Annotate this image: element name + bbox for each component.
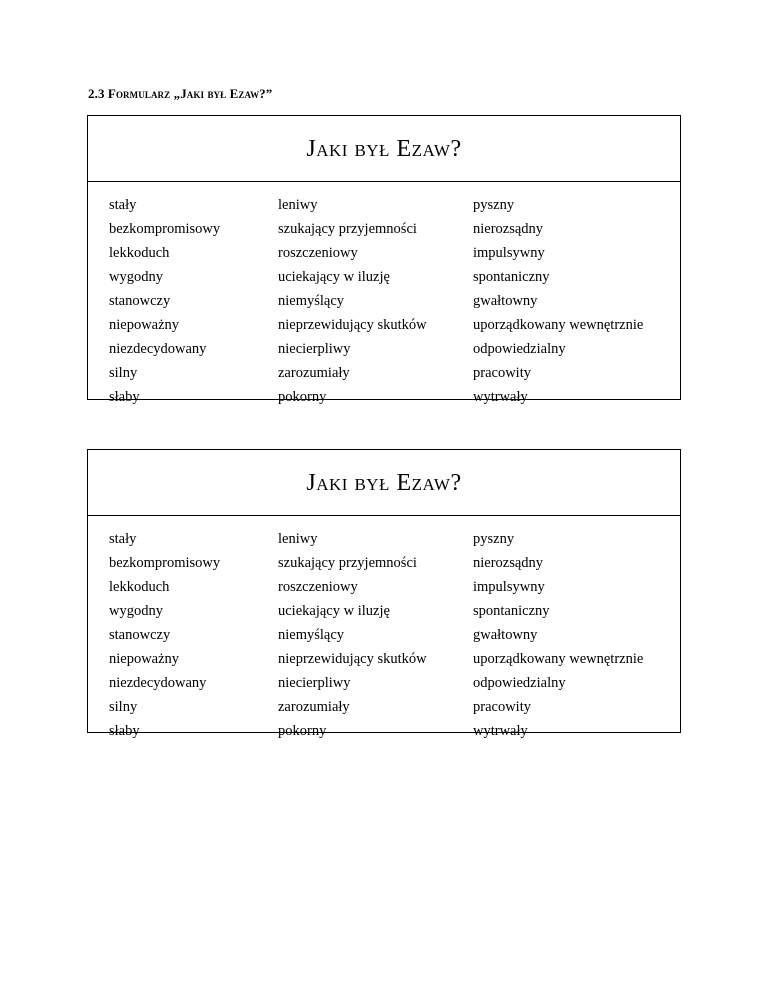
trait-word: odpowiedzialny bbox=[473, 341, 566, 357]
word-row bbox=[88, 671, 680, 695]
word-row bbox=[88, 265, 680, 289]
trait-word: uciekający w iluzję bbox=[278, 269, 390, 285]
trait-word: niemyślący bbox=[278, 627, 345, 643]
trait-word: pracowity bbox=[473, 365, 531, 381]
trait-word: nieprzewidujący skutków bbox=[278, 317, 427, 333]
trait-word: spontaniczny bbox=[473, 603, 550, 619]
form-header bbox=[88, 116, 680, 182]
word-row bbox=[88, 527, 680, 551]
trait-word: pokorny bbox=[278, 723, 327, 739]
trait-word: niezdecydowany bbox=[109, 675, 207, 691]
trait-word: nieprzewidujący skutków bbox=[278, 651, 427, 667]
word-row bbox=[88, 623, 680, 647]
trait-word: szukający przyjemności bbox=[278, 221, 417, 237]
trait-word: niecierpliwy bbox=[278, 341, 351, 357]
word-list bbox=[88, 516, 680, 743]
section-heading: 2.3 Formularz „Jaki był Ezaw?” bbox=[88, 86, 273, 101]
word-row bbox=[88, 361, 680, 385]
trait-word: gwałtowny bbox=[473, 293, 538, 309]
trait-word: zarozumiały bbox=[278, 699, 350, 715]
word-row bbox=[88, 551, 680, 575]
word-row bbox=[88, 647, 680, 671]
form-header bbox=[88, 450, 680, 516]
word-row bbox=[88, 241, 680, 265]
trait-word: uporządkowany wewnętrznie bbox=[473, 317, 644, 333]
trait-word: zarozumiały bbox=[278, 365, 350, 381]
trait-word: niemyślący bbox=[278, 293, 345, 309]
trait-word: stały bbox=[109, 197, 137, 213]
form-title: Jaki był Ezaw? bbox=[306, 136, 462, 162]
trait-word: stały bbox=[109, 531, 137, 547]
trait-word: stanowczy bbox=[109, 627, 171, 643]
word-row bbox=[88, 289, 680, 313]
word-row bbox=[88, 719, 680, 743]
form-box bbox=[87, 115, 681, 405]
word-row bbox=[88, 313, 680, 337]
trait-word: bezkompromisowy bbox=[109, 555, 221, 571]
trait-word: lekkoduch bbox=[109, 245, 170, 261]
trait-word: wygodny bbox=[109, 269, 163, 285]
trait-word: impulsywny bbox=[473, 579, 545, 595]
trait-word: słaby bbox=[109, 389, 140, 405]
trait-word: niecierpliwy bbox=[278, 675, 351, 691]
trait-word: leniwy bbox=[278, 197, 318, 213]
trait-word: wytrwały bbox=[473, 389, 528, 405]
word-row bbox=[88, 599, 680, 623]
word-row bbox=[88, 695, 680, 719]
trait-word: lekkoduch bbox=[109, 579, 170, 595]
trait-word: silny bbox=[109, 365, 138, 381]
trait-word: leniwy bbox=[278, 531, 318, 547]
trait-word: szukający przyjemności bbox=[278, 555, 417, 571]
trait-word: słaby bbox=[109, 723, 140, 739]
trait-word: nierozsądny bbox=[473, 221, 544, 237]
trait-word: uciekający w iluzję bbox=[278, 603, 390, 619]
trait-word: niepoważny bbox=[109, 317, 180, 333]
word-row bbox=[88, 337, 680, 361]
trait-word: stanowczy bbox=[109, 293, 171, 309]
trait-word: wygodny bbox=[109, 603, 163, 619]
trait-word: uporządkowany wewnętrznie bbox=[473, 651, 644, 667]
word-row bbox=[88, 193, 680, 217]
word-list bbox=[88, 182, 680, 409]
word-row bbox=[88, 575, 680, 599]
trait-word: odpowiedzialny bbox=[473, 675, 566, 691]
trait-word: niepoważny bbox=[109, 651, 180, 667]
trait-word: spontaniczny bbox=[473, 269, 550, 285]
trait-word: silny bbox=[109, 699, 138, 715]
form-box bbox=[87, 449, 681, 739]
trait-word: bezkompromisowy bbox=[109, 221, 221, 237]
trait-word: gwałtowny bbox=[473, 627, 538, 643]
trait-word: niezdecydowany bbox=[109, 341, 207, 357]
trait-word: pyszny bbox=[473, 197, 515, 213]
trait-word: wytrwały bbox=[473, 723, 528, 739]
trait-word: pokorny bbox=[278, 389, 327, 405]
form-title: Jaki był Ezaw? bbox=[306, 470, 462, 496]
trait-word: roszczeniowy bbox=[278, 245, 358, 261]
trait-word: pyszny bbox=[473, 531, 515, 547]
trait-word: impulsywny bbox=[473, 245, 545, 261]
trait-word: roszczeniowy bbox=[278, 579, 358, 595]
trait-word: pracowity bbox=[473, 699, 531, 715]
word-row bbox=[88, 385, 680, 409]
word-row bbox=[88, 217, 680, 241]
trait-word: nierozsądny bbox=[473, 555, 544, 571]
